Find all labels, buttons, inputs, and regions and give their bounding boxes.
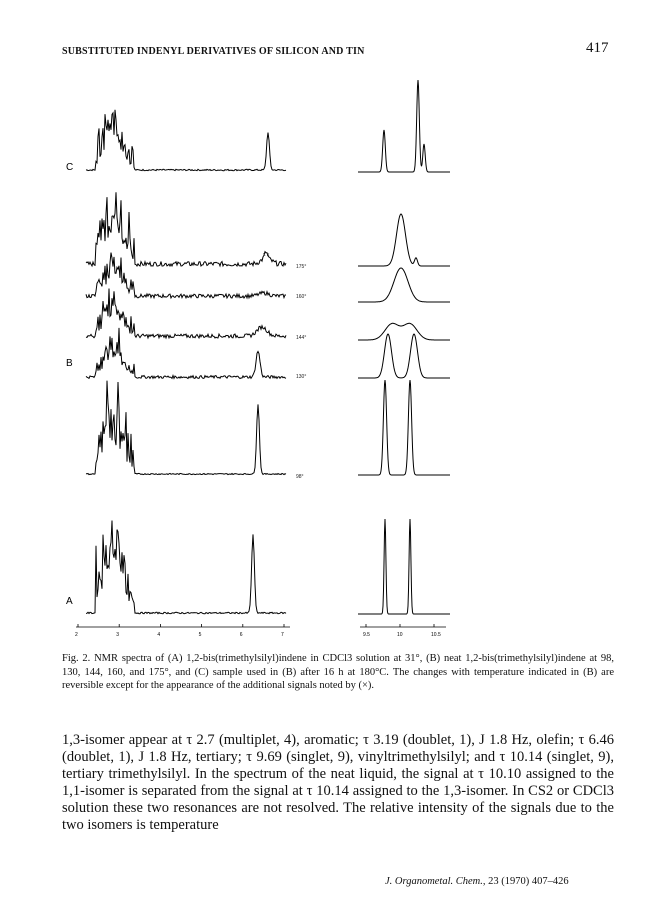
axis-tick-label: 6 (239, 632, 243, 638)
body-paragraph: 1,3-isomer appear at τ 2.7 (multiplet, 4), aromatic; τ 3.19 (doublet, 1), J 1.8 Hz, olefin; τ 6.46 (doublet, 1), J 1.8 Hz, tertiary; τ 9.69 (singlet, 9), vinyltrimethylsilyl; and τ 10.14 (singlet, 9), tertiary trimethylsilyl. In the spectrum of the neat liquid, the signal at τ 10.10 assigned to the 1,1-isomer is separated from the signal at τ 10.14 assigned to the 1,3-isomer. In CS2 or CDCl3 solution these two resonances are not resolved. The relative intensity of the signals due to the two isomers is temperature (62, 732, 614, 833)
spectrum-b-130-right (358, 334, 450, 378)
spectrum-a-left (86, 521, 286, 614)
temperature-label-144: 144° (296, 335, 307, 341)
axis-tick-label: 4 (157, 632, 161, 638)
running-title: SUBSTITUTED INDENYL DERIVATIVES OF SILICON AND TIN (62, 46, 365, 57)
panel-label-a: A (66, 596, 73, 607)
spectrum-c-right (358, 80, 450, 172)
axis-tick-label: 2 (75, 632, 78, 638)
axis-tick-label: 10.5 (431, 632, 441, 638)
figure-caption: Fig. 2. NMR spectra of (A) 1,2-bis(trimethylsilyl)indene in CDCl3 solution at 31°, (B) neat 1,2-bis(trimethylsilyl)indene at 98, 130, 144, 160, and 175°, and (C) sample used in (B) after 16 h at 180°C. The changes with temperature indicated in (B) are reversible except for the appearance of the additional signals noted by (×). (62, 653, 614, 691)
temperature-label-130: 130° (296, 374, 307, 380)
left-axis (75, 624, 290, 638)
spectrum-b-144-left (86, 289, 286, 339)
axis-tick-label: 3 (116, 632, 119, 638)
temperature-label-175: 175° (296, 264, 307, 270)
spectrum-b-98-left (86, 381, 286, 475)
spectrum-a-right (358, 519, 450, 614)
spectrum-b-160-right (358, 268, 450, 302)
right-axis (360, 624, 446, 638)
spectrum-b-144-right (358, 323, 450, 340)
additional-signal-markers: x x (263, 252, 270, 258)
journal-citation (385, 876, 569, 887)
axis-tick-label: 7 (281, 632, 284, 638)
page-number: 417 (586, 40, 609, 56)
panel-label-b: B (66, 358, 73, 369)
temperature-label-98: 98° (296, 474, 304, 480)
spectrum-b-175-right (358, 214, 450, 266)
journal-volume-pages: 23 (1970) 407–426 (488, 876, 569, 887)
axis-tick-label: 9.5 (363, 632, 370, 638)
temperature-label-160: 160° (296, 294, 307, 300)
spectrum-b-160-left (86, 253, 286, 298)
left-spectra (86, 110, 286, 614)
spectrum-b-175-left (86, 192, 286, 266)
axis-tick-label: 10 (397, 632, 403, 638)
spectrum-c-left (86, 110, 286, 171)
right-spectra (358, 80, 450, 614)
journal-name: J. Organometal. Chem., (385, 876, 486, 887)
axis-tick-label: 5 (198, 632, 202, 638)
spectrum-b-98-right (358, 380, 450, 475)
panel-label-c: C (66, 162, 74, 173)
